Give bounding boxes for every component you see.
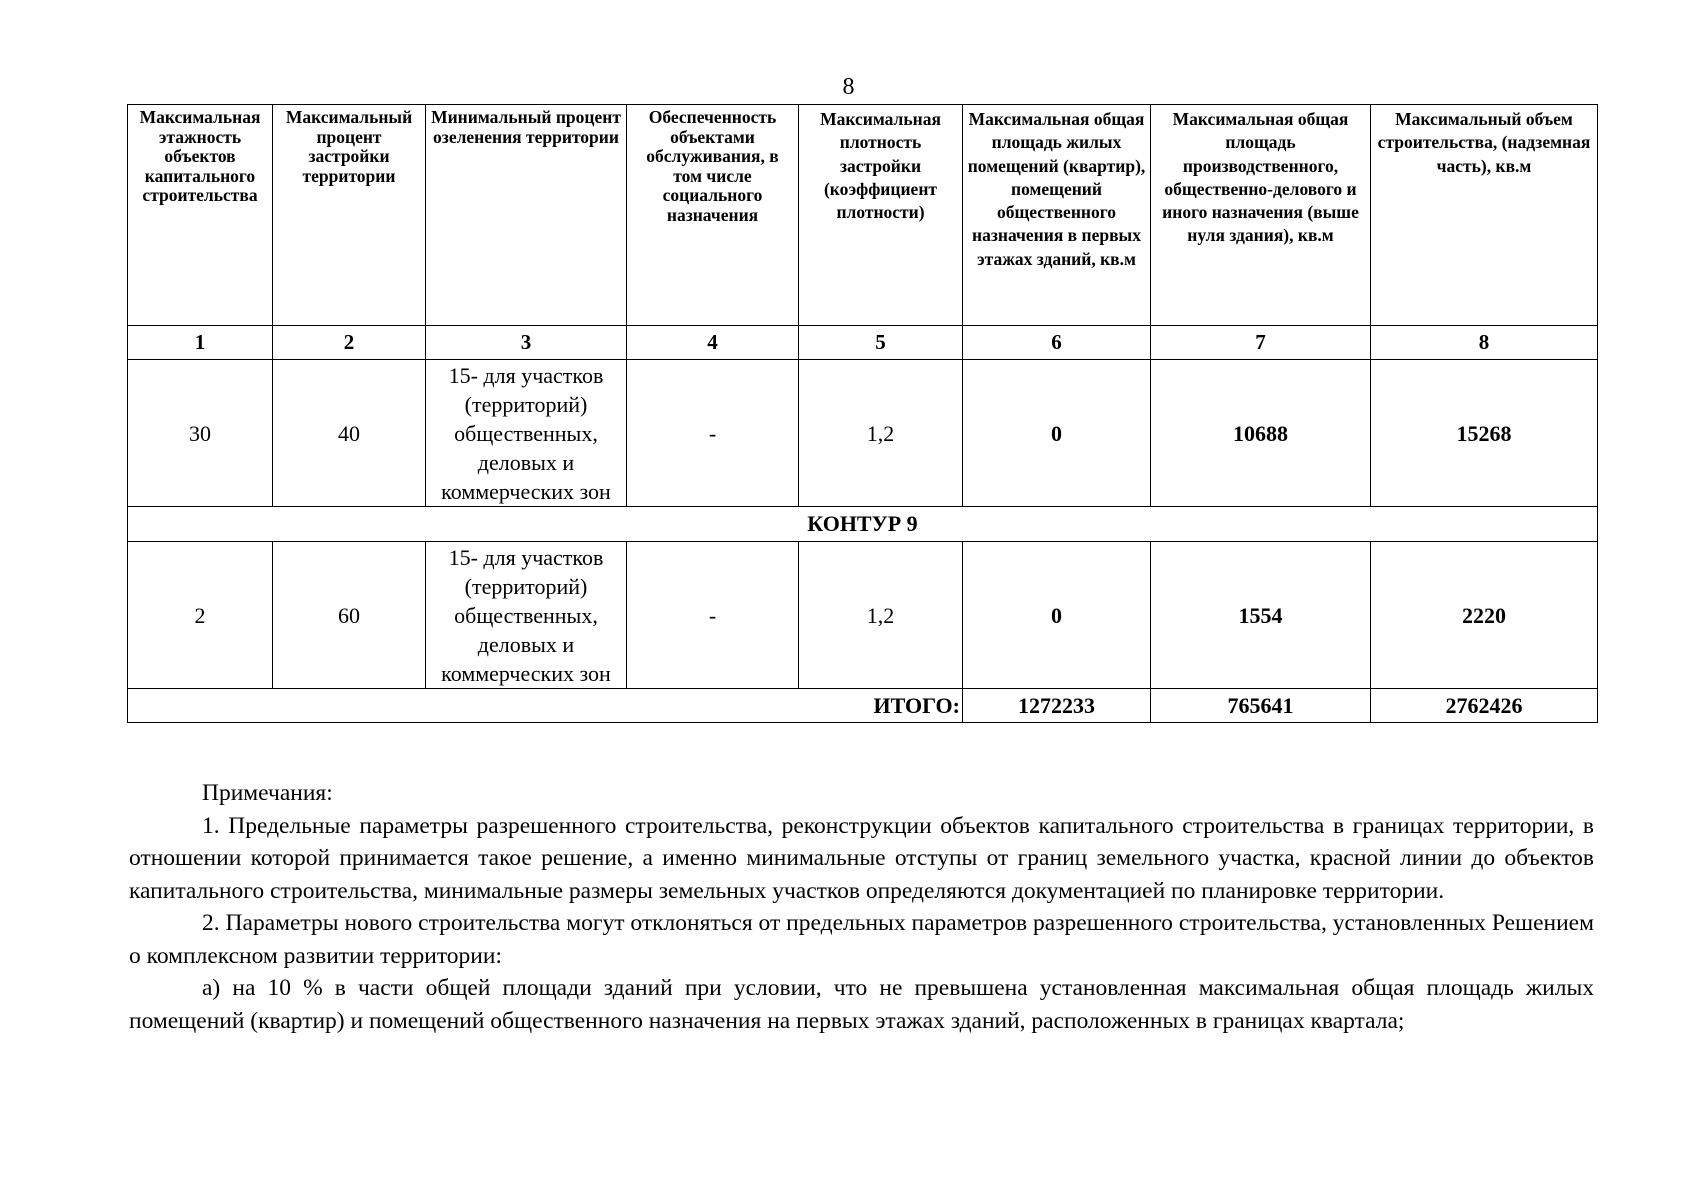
header-cell: Максимальная этажность объектов капитального строительства: [128, 105, 273, 326]
header-cell: Минимальный процент озеленения территории: [426, 105, 627, 326]
column-number: 8: [1371, 326, 1598, 360]
header-cell: Максимальный объем строительства, (надземная часть), кв.м: [1371, 105, 1598, 326]
table-cell: 15268: [1371, 360, 1598, 507]
notes-title: Примечания:: [202, 780, 333, 806]
table-cell: 15- для участков (территорий) общественных, деловых и коммерческих зон: [426, 360, 627, 507]
header-cell: Обеспеченность объектами обслуживания, в том числе социального назначения: [627, 105, 799, 326]
table-cell: 0: [963, 360, 1151, 507]
column-number: 1: [128, 326, 273, 360]
table-cell: 15- для участков (территорий) общественных, деловых и коммерческих зон: [426, 542, 627, 689]
table-cell: 60: [273, 542, 426, 689]
contour-row: [128, 507, 1598, 542]
table-row: [128, 360, 1598, 507]
table-cell: 10688: [1151, 360, 1371, 507]
header-cell: Максимальная плотность застройки (коэффициент плотности): [799, 105, 963, 326]
total-label: ИТОГО:: [128, 689, 963, 723]
column-number: 3: [426, 326, 627, 360]
column-number: 2: [273, 326, 426, 360]
note-paragraph: 2. Параметры нового строительства могут отклоняться от предельных параметров разрешенного строительства, установленных Решением о комплексном развитии территории:: [129, 910, 1594, 969]
page-number: 8: [842, 74, 855, 100]
table-cell: 2: [128, 542, 273, 689]
table-cell: -: [627, 360, 799, 507]
header-cell: Максимальная общая площадь жилых помещений (квартир), помещений общественного назначения в первых этажах зданий, кв.м: [963, 105, 1151, 326]
column-number: 7: [1151, 326, 1371, 360]
total-value: 765641: [1151, 689, 1371, 723]
parameters-table: [127, 104, 1598, 723]
table-cell: 2220: [1371, 542, 1598, 689]
table-cell: 30: [128, 360, 273, 507]
header-cell: Максимальный процент застройки территории: [273, 105, 426, 326]
column-number: 6: [963, 326, 1151, 360]
table-cell: 1,2: [799, 360, 963, 507]
table-cell: -: [627, 542, 799, 689]
header-row: [128, 105, 1598, 326]
table-cell: 40: [273, 360, 426, 507]
column-number-row: [128, 326, 1598, 360]
total-value: 2762426: [1371, 689, 1598, 723]
column-number: 4: [627, 326, 799, 360]
total-row: [128, 689, 1598, 723]
table-cell: 1,2: [799, 542, 963, 689]
total-value: 1272233: [963, 689, 1151, 723]
table-cell: 0: [963, 542, 1151, 689]
table-cell: 1554: [1151, 542, 1371, 689]
column-number: 5: [799, 326, 963, 360]
contour-label: КОНТУР 9: [128, 507, 1598, 542]
note-paragraph: а) на 10 % в части общей площади зданий при условии, что не превышена установленная максимальная общая площадь жилых помещений (квартир) и помещений общественного назначения на первых этажах зданий, расположенных в границах квартала;: [129, 975, 1594, 1034]
note-paragraph: 1. Предельные параметры разрешенного строительства, реконструкции объектов капитального строительства в границах территории, в отношении которой принимается такое решение, а именно минимальные отступы от границ земельного участка, красной линии до объектов капитального строительства, минимальные размеры земельных участков определяются документацией по планировке территории.: [129, 812, 1594, 904]
header-cell: Максимальная общая площадь производственного, общественно-делового и иного назначения (выше нуля здания), кв.м: [1151, 105, 1371, 326]
table-row: [128, 542, 1598, 689]
notes-section: [129, 777, 1594, 1037]
